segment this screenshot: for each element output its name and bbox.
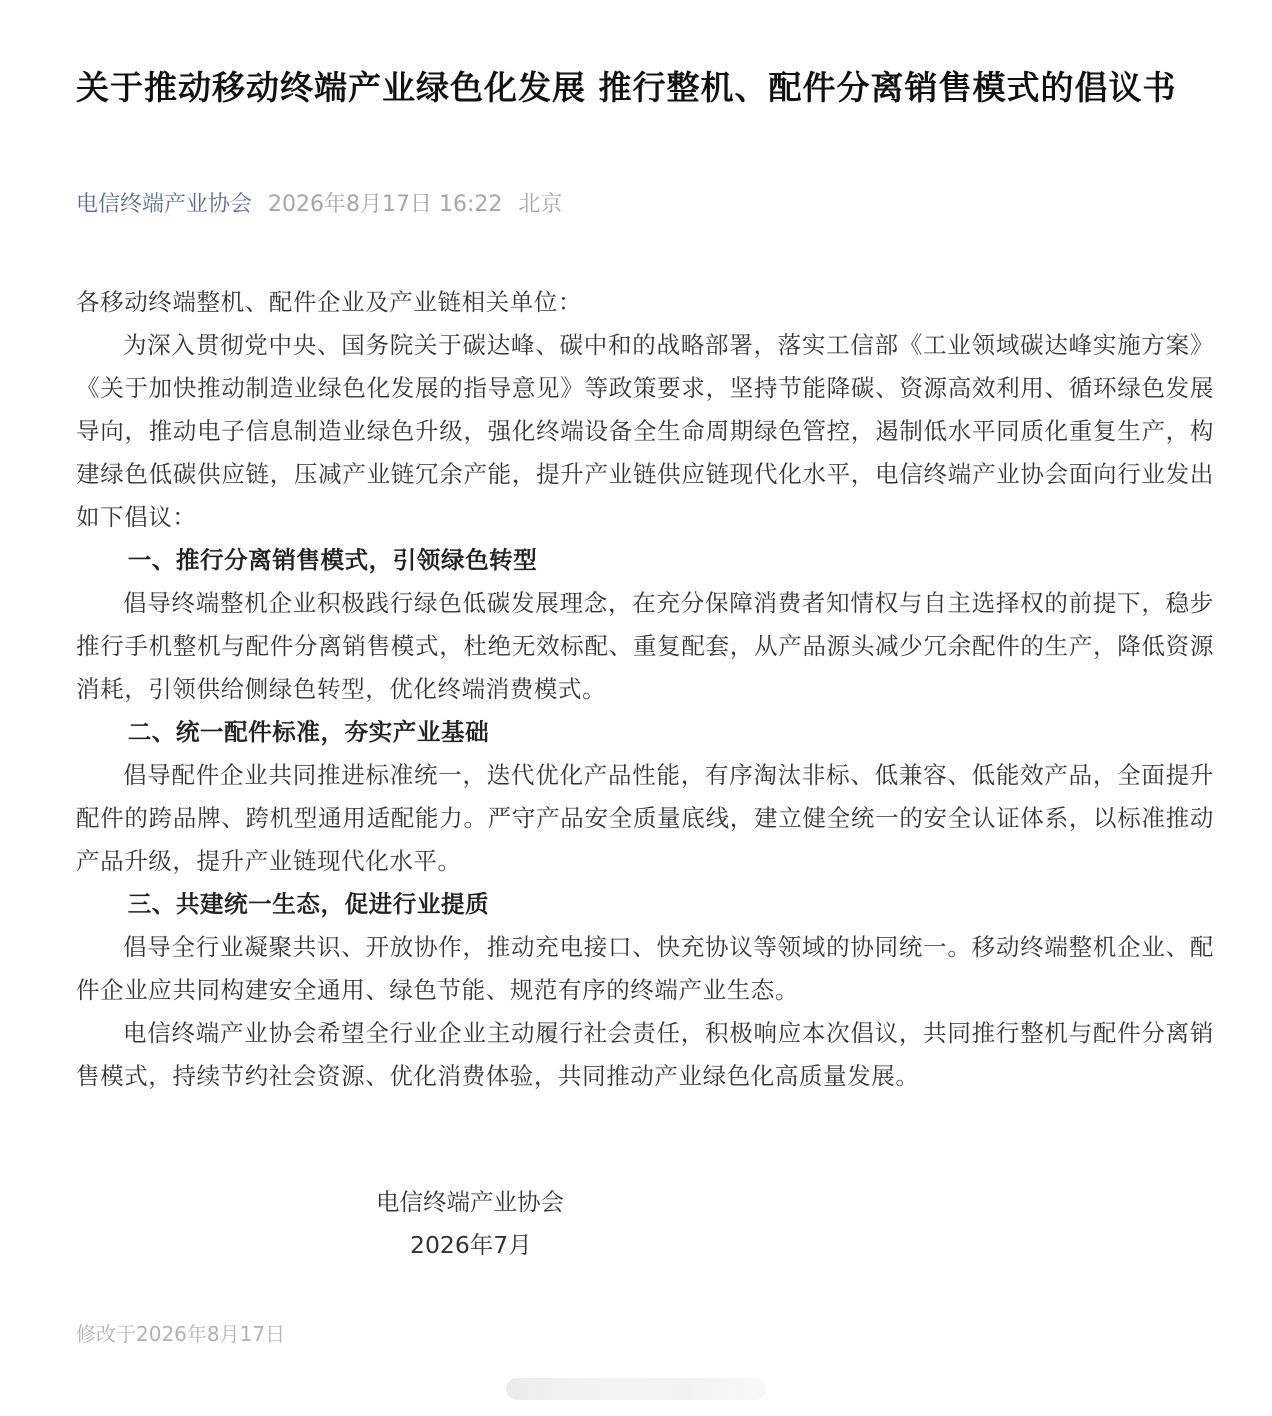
publish-location: 北京 — [518, 192, 563, 217]
section-heading: 一、推行分离销售模式，引领绿色转型 — [127, 546, 538, 574]
signature-org: 电信终端产业协会 — [376, 1188, 564, 1216]
article-meta — [76, 190, 562, 220]
account-name-link[interactable]: 电信终端产业协会 — [76, 192, 253, 217]
article-body — [76, 281, 1214, 1098]
publish-time: 2026年8月17日 16:22 — [268, 192, 503, 217]
salutation: 各移动终端整机、配件企业及产业链相关单位： — [76, 288, 583, 316]
section-heading: 二、统一配件标准，夯实产业基础 — [127, 718, 490, 746]
watermark-bar — [506, 1378, 766, 1400]
section-paragraph: 倡导终端整机企业积极践行绿色低碳发展理念，在充分保障消费者知情权与自主选择权的前提下，稳步推行手机整机与配件分离销售模式，杜绝无效标配、重复配套，从产品源头减少冗余配件的生产，降低资源消耗，引领供给侧绿色转型，优化终端消费模式。 — [76, 589, 1214, 703]
intro-paragraph: 为深入贯彻党中央、国务院关于碳达峰、碳中和的战略部署，落实工信部《工业领域碳达峰实施方案》《关于加快推动制造业绿色化发展的指导意见》等政策要求，坚持节能降碳、资源高效利用、循环绿色发展导向，推动电子信息制造业绿色升级，强化终端设备全生命周期绿色管控，遏制低水平同质化重复生产，构建绿色低碳供应链，压减产业链冗余产能，提升产业链供应链现代化水平，电信终端产业协会面向行业发出如下倡议： — [76, 331, 1214, 531]
article-header — [76, 62, 1212, 114]
section-heading: 三、共建统一生态，促进行业提质 — [127, 890, 490, 918]
section-paragraph: 倡导配件企业共同推进标准统一，迭代优化产品性能，有序淘汰非标、低兼容、低能效产品，全面提升配件的跨品牌、跨机型通用适配能力。严守产品安全质量底线，建立健全统一的安全认证体系，以标准推动产品升级，提升产业链现代化水平。 — [76, 761, 1214, 875]
article-title: 关于推动移动终端产业绿色化发展 推行整机、配件分离销售模式的倡议书 — [76, 68, 1177, 107]
modified-date: 修改于2026年8月17日 — [76, 1322, 286, 1346]
section-paragraph: 倡导全行业凝聚共识、开放协作，推动充电接口、快充协议等领域的协同统一。移动终端整机企业、配件企业应共同构建安全通用、绿色节能、规范有序的终端产业生态。 — [76, 933, 1214, 1004]
signature-date: 2026年7月 — [410, 1231, 532, 1259]
closing-paragraph: 电信终端产业协会希望全行业企业主动履行社会责任，积极响应本次倡议，共同推行整机与配件分离销售模式，持续节约社会资源、优化消费体验，共同推动产业绿色化高质量发展。 — [76, 1019, 1214, 1090]
